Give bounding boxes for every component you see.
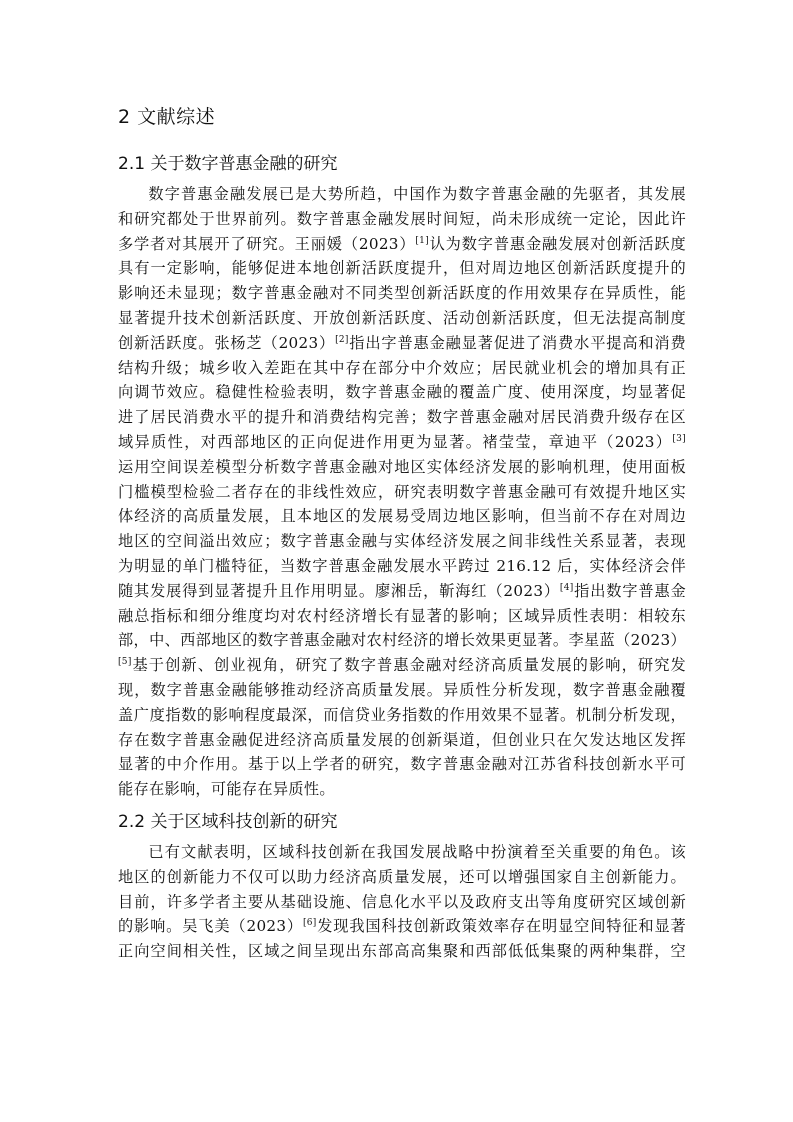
text-line: 影响还未显现；数字普惠金融对不同类型创新活跃度的作用效果存在异质性，能	[118, 284, 686, 303]
document-page	[118, 96, 686, 964]
text-line: 地区的空间溢出效应；数字普惠金融与实体经济发展之间非线性关系显著，表现	[118, 532, 686, 551]
text-line: 创新活跃度。张杨芝（2023）[2]指出字普惠金融显著促进了消费水平提高和消费	[118, 333, 686, 352]
section-2-1-paragraph	[118, 182, 686, 802]
text-line: 地区的创新能力不仅可以助力经济高质量发展，还可以增强国家自主创新能力。	[118, 867, 686, 886]
text-line: 的影响。吴飞美（2023）[6]发现我国科技创新政策效率存在明显空间特征和显著	[118, 917, 686, 936]
citation-marker: [6]	[302, 918, 317, 929]
text-line: 能存在影响，可能存在异质性。	[118, 780, 335, 799]
section-2-2-paragraph	[118, 840, 686, 964]
text-line: 现，数字普惠金融能够推动经济高质量发展。异质性分析发现，数字普惠金融覆	[118, 680, 686, 699]
text-line: 运用空间误差模型分析数字普惠金融对地区实体经济发展的影响机理，使用面板	[118, 457, 686, 476]
citation-marker: [5]	[118, 657, 132, 668]
text-line: 部，中、西部地区的数字普惠金融对农村经济的增长效果更显著。李星蓝（2023）	[118, 631, 686, 650]
text-line: [5]基于创新、创业视角，研究了数字普惠金融对经济高质量发展的影响，研究发	[118, 656, 686, 675]
citation-marker: [1]	[415, 235, 430, 246]
text-line: 目前，许多学者主要从基础设施、信息化水平以及政府支出等角度研究区域创新	[118, 892, 686, 911]
text-line: 显著提升技术创新活跃度、开放创新活跃度、活动创新活跃度，但无法提高制度	[118, 308, 686, 327]
chapter-title: 2 文献综述	[118, 106, 216, 128]
text-line: 结构升级；城乡收入差距在其中存在部分中介效应；居民就业机会的增加具有正	[118, 358, 686, 377]
text-line: 已有文献表明，区域科技创新在我国发展战略中扮演着至关重要的角色。该	[148, 842, 686, 861]
text-line: 向调节效应。稳健性检验表明，数字普惠金融的覆盖广度、使用深度，均显著促	[118, 383, 686, 402]
text-line: 为明显的单门槛特征，当数字普惠金融发展水平跨过 216.12 后，实体经济会伴	[118, 556, 686, 575]
text-line: 显著的中介作用。基于以上学者的研究，数字普惠金融对江苏省科技创新水平可	[118, 755, 686, 774]
text-line: 进了居民消费水平的提升和消费结构完善；数字普惠金融对居民消费升级存在区	[118, 408, 686, 427]
citation-marker: [2]	[335, 334, 349, 345]
text-line: 体经济的高质量发展，且本地区的发展易受周边地区影响，但当前不存在对周边	[118, 507, 686, 526]
text-line: 正向空间相关性，区域之间呈现出东部高高集聚和西部低低集聚的两种集群，空	[118, 942, 686, 961]
text-line: 随其发展得到显著提升且作用明显。廖湘岳，靳海红（2023）[4]指出数字普惠金	[118, 581, 686, 600]
text-line: 多学者对其展开了研究。王丽媛（2023）[1]认为数字普惠金融发展对创新活跃度	[118, 234, 686, 253]
text-line: 域异质性，对西部地区的正向促进作用更为显著。褚莹莹，章迪平（2023）[3]	[118, 432, 686, 451]
text-line: 盖广度指数的影响程度最深，而信贷业务指数的作用效果不显著。机制分析发现，	[118, 705, 686, 724]
text-line: 和研究都处于世界前列。数字普惠金融发展时间短，尚未形成统一定论，因此许	[118, 209, 686, 228]
citation-marker: [4]	[559, 582, 574, 593]
text-line: 门槛模型检验二者存在的非线性效应，研究表明数字普惠金融可有效提升地区实	[118, 482, 686, 501]
text-line: 具有一定影响，能够促进本地创新活跃度提升，但对周边地区创新活跃度提升的	[118, 259, 686, 278]
text-line: 融总指标和细分维度均对农村经济增长有显著的影响；区域异质性表明：相较东	[118, 606, 686, 625]
citation-marker: [3]	[672, 433, 686, 444]
section-title-2-2: 2.2 关于区域科技创新的研究	[118, 811, 338, 832]
text-line: 数字普惠金融发展已是大势所趋，中国作为数字普惠金融的先驱者，其发展	[148, 185, 686, 203]
section-title-2-1: 2.1 关于数字普惠金融的研究	[118, 154, 338, 174]
text-line: 存在数字普惠金融促进经济高质量发展的创新渠道，但创业只在欠发达地区发挥	[118, 730, 686, 749]
